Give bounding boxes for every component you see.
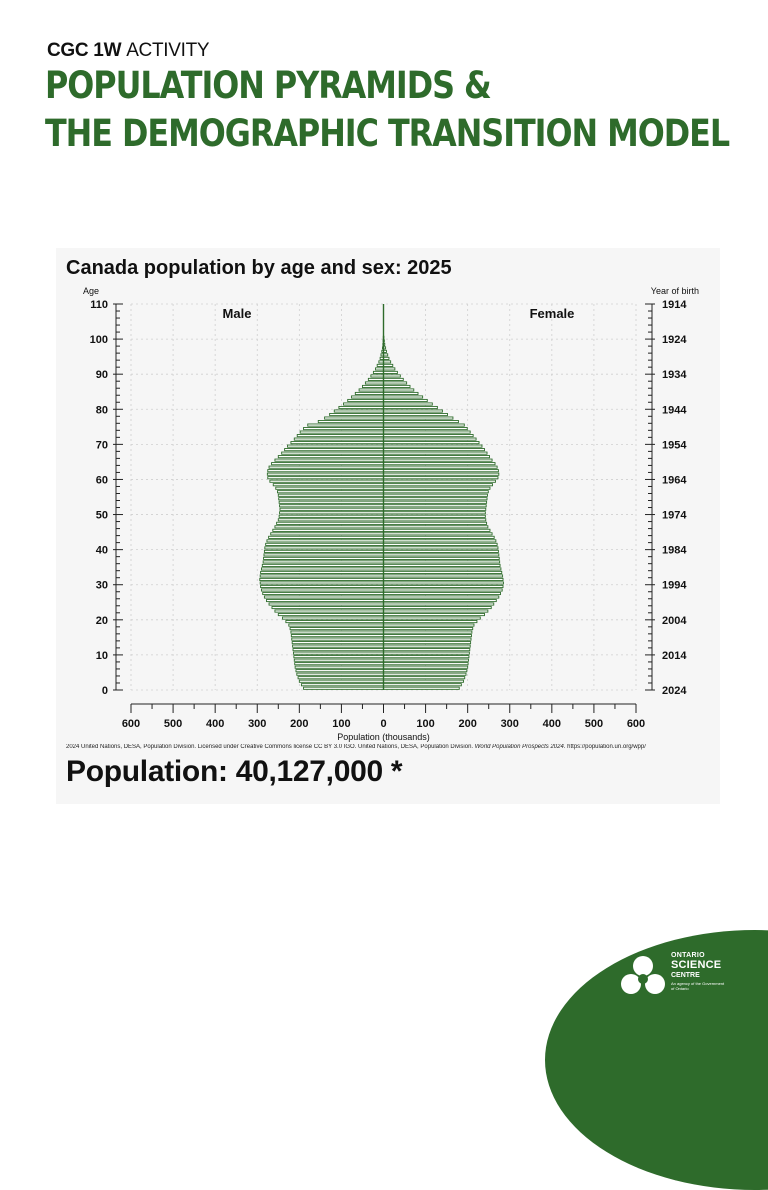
- bar-male: [277, 522, 384, 524]
- bar-male: [277, 491, 383, 493]
- bar-female: [384, 649, 470, 651]
- bar-male: [355, 392, 383, 394]
- bar-male: [261, 589, 383, 591]
- bar-male: [368, 378, 383, 380]
- bar-male: [294, 659, 383, 661]
- bar-female: [384, 561, 500, 563]
- bar-female: [384, 652, 470, 654]
- bar-male: [269, 536, 384, 538]
- activity-label: ACTIVITY: [126, 40, 209, 61]
- bar-female: [384, 375, 401, 377]
- bar-male: [270, 480, 384, 482]
- bar-female: [384, 568, 501, 570]
- bar-female: [384, 673, 466, 675]
- y-tick-label-left: 70: [96, 439, 108, 451]
- bar-male: [365, 382, 383, 384]
- bar-male: [292, 638, 384, 640]
- y-tick-label-left: 60: [96, 474, 108, 486]
- bar-male: [260, 582, 383, 584]
- bar-female: [384, 389, 414, 391]
- bar-male: [292, 642, 383, 644]
- y-axis-label-left: Age: [83, 286, 99, 296]
- bar-female: [384, 361, 391, 363]
- bar-female: [384, 540, 496, 542]
- bar-male: [289, 624, 384, 626]
- bar-male: [272, 606, 384, 608]
- x-tick-label: 100: [416, 718, 434, 730]
- bar-female: [384, 547, 498, 549]
- course-code: CGC 1W: [47, 40, 121, 61]
- y-tick-label-left: 100: [90, 334, 108, 346]
- bar-female: [384, 449, 485, 451]
- y-tick-label-right: 2004: [662, 615, 687, 627]
- bar-male: [291, 442, 384, 444]
- bar-female: [384, 684, 462, 686]
- bar-female: [384, 456, 490, 458]
- bar-male: [362, 385, 383, 387]
- bar-male: [330, 413, 384, 415]
- bar-male: [291, 631, 384, 633]
- bar-female: [384, 628, 473, 630]
- bar-female: [384, 522, 487, 524]
- bar-female: [384, 410, 443, 412]
- bar-female: [384, 554, 499, 556]
- bar-male: [275, 610, 384, 612]
- bar-female: [384, 498, 488, 500]
- bar-male: [299, 680, 383, 682]
- bar-male: [279, 501, 383, 503]
- bar-male: [267, 473, 383, 475]
- bar-female: [384, 463, 496, 465]
- bar-female: [384, 445, 482, 447]
- y-tick-label-left: 50: [96, 510, 108, 522]
- bar-male: [297, 435, 383, 437]
- bar-male: [269, 466, 383, 468]
- bar-male: [288, 445, 384, 447]
- bar-female: [384, 459, 493, 461]
- bar-male: [295, 666, 383, 668]
- bar-female: [384, 529, 490, 531]
- bar-female: [384, 536, 495, 538]
- y-tick-label-left: 90: [96, 369, 108, 381]
- bar-male: [300, 431, 383, 433]
- bar-male: [261, 585, 384, 587]
- x-tick-label: 400: [206, 718, 224, 730]
- bar-male: [283, 617, 384, 619]
- bar-female: [384, 357, 389, 359]
- bar-female: [384, 466, 498, 468]
- osc-tagline: An agency of the Government of Ontario: [671, 981, 727, 991]
- y-tick-label-left: 80: [96, 404, 108, 416]
- bar-male: [279, 498, 384, 500]
- bar-male: [373, 371, 383, 373]
- bar-male: [273, 484, 383, 486]
- x-tick-label: 600: [122, 718, 140, 730]
- bar-female: [384, 575, 503, 577]
- bar-male: [264, 596, 383, 598]
- bar-female: [384, 571, 502, 573]
- series-label-female: Female: [530, 306, 575, 321]
- bar-male: [261, 571, 384, 573]
- bar-female: [384, 582, 504, 584]
- bar-male: [301, 684, 383, 686]
- bar-male: [260, 578, 384, 580]
- x-tick-label: 400: [543, 718, 561, 730]
- bar-female: [384, 631, 472, 633]
- bar-male: [264, 554, 384, 556]
- bar-female: [384, 617, 481, 619]
- osc-line-3: CENTRE: [671, 972, 727, 979]
- bar-female: [384, 592, 501, 594]
- bar-male: [293, 645, 384, 647]
- bar-male: [293, 649, 383, 651]
- bar-female: [384, 550, 499, 552]
- bar-male: [279, 515, 383, 517]
- bar-male: [269, 603, 383, 605]
- bar-female: [384, 564, 501, 566]
- bar-female: [384, 371, 398, 373]
- bar-male: [261, 568, 383, 570]
- bar-male: [291, 635, 383, 637]
- bar-female: [384, 610, 488, 612]
- bar-female: [384, 438, 477, 440]
- bar-female: [384, 645, 471, 647]
- osc-logo-icon: [618, 952, 668, 998]
- bar-female: [384, 399, 428, 401]
- bar-male: [308, 424, 384, 426]
- bar-female: [384, 663, 469, 665]
- bar-male: [280, 512, 384, 514]
- bar-male: [359, 389, 383, 391]
- y-tick-label-left: 30: [96, 580, 108, 592]
- bar-female: [384, 494, 488, 496]
- bar-male: [304, 687, 384, 689]
- y-tick-label-right: 1914: [662, 299, 687, 311]
- x-tick-label: 200: [290, 718, 308, 730]
- bar-male: [297, 673, 384, 675]
- bar-male: [278, 613, 383, 615]
- bar-female: [384, 368, 395, 370]
- bar-female: [384, 603, 494, 605]
- bar-male: [334, 410, 383, 412]
- x-tick-label: 200: [458, 718, 476, 730]
- bar-female: [384, 515, 486, 517]
- bar-female: [384, 396, 423, 398]
- bar-female: [384, 364, 393, 366]
- bar-female: [384, 635, 472, 637]
- total-population: Population: 40,127,000 *: [66, 755, 402, 789]
- y-tick-label-left: 20: [96, 615, 108, 627]
- bar-male: [268, 470, 384, 472]
- bar-female: [384, 431, 471, 433]
- bar-male: [268, 477, 384, 479]
- bar-female: [384, 659, 469, 661]
- y-tick-label-right: 1924: [662, 334, 687, 346]
- bar-male: [275, 459, 384, 461]
- bar-male: [318, 420, 383, 422]
- bar-female: [384, 484, 493, 486]
- y-tick-label-right: 2024: [662, 685, 687, 697]
- bar-female: [384, 501, 487, 503]
- bar-female: [384, 470, 499, 472]
- bar-male: [294, 656, 384, 658]
- bar-female: [384, 620, 477, 622]
- y-tick-label-right: 1954: [662, 439, 687, 451]
- bar-female: [384, 406, 438, 408]
- bar-male: [280, 508, 384, 510]
- bar-male: [265, 547, 384, 549]
- bar-female: [384, 589, 503, 591]
- bar-female: [384, 526, 488, 528]
- bar-female: [384, 452, 488, 454]
- bar-male: [296, 670, 384, 672]
- bar-male: [286, 620, 384, 622]
- bar-male: [294, 438, 383, 440]
- y-tick-label-right: 1984: [662, 545, 687, 557]
- bar-female: [384, 585, 504, 587]
- bar-female: [384, 442, 480, 444]
- bar-male: [266, 543, 384, 545]
- osc-wordmark: [671, 952, 727, 991]
- source-main: 2024 United Nations, DESA, Population Division. Licensed under Creative Commons license CC BY 3.0 IGO. United Nations, DESA, Population Division.: [66, 744, 473, 750]
- bar-female: [384, 666, 468, 668]
- bar-male: [278, 456, 383, 458]
- bar-female: [384, 680, 464, 682]
- bar-male: [260, 575, 383, 577]
- chart-title: Canada population by age and sex: 2025: [66, 257, 452, 280]
- y-tick-label-right: 2014: [662, 650, 687, 662]
- bar-male: [344, 403, 384, 405]
- bar-female: [384, 687, 460, 689]
- x-tick-label: 500: [164, 718, 182, 730]
- bar-male: [280, 505, 384, 507]
- bar-male: [263, 592, 384, 594]
- bar-female: [384, 677, 465, 679]
- bar-male: [348, 399, 384, 401]
- y-tick-label-left: 10: [96, 650, 108, 662]
- bar-female: [384, 596, 499, 598]
- bar-male: [371, 375, 384, 377]
- y-axis-label-right: Year of birth: [651, 286, 699, 296]
- bar-male: [304, 427, 384, 429]
- bar-female: [384, 385, 411, 387]
- bar-male: [267, 540, 384, 542]
- bar-female: [384, 487, 490, 489]
- bar-male: [272, 463, 384, 465]
- source-italic: World Population Prospects 2024.: [475, 744, 566, 750]
- bar-female: [384, 417, 453, 419]
- x-tick-label: 300: [248, 718, 266, 730]
- bar-female: [384, 427, 468, 429]
- bar-female: [384, 599, 497, 601]
- bar-male: [352, 396, 384, 398]
- bar-female: [384, 378, 404, 380]
- x-tick-label: 600: [627, 718, 645, 730]
- bar-male: [271, 533, 384, 535]
- bar-male: [278, 519, 383, 521]
- bar-female: [384, 656, 469, 658]
- page-title-line-1: POPULATION PYRAMIDS &: [45, 66, 491, 106]
- y-tick-label-left: 110: [90, 299, 108, 311]
- bar-female: [384, 473, 499, 475]
- bar-female: [384, 420, 459, 422]
- bar-male: [325, 417, 384, 419]
- bar-female: [384, 491, 489, 493]
- bar-male: [278, 494, 383, 496]
- bar-female: [384, 670, 467, 672]
- bar-female: [384, 512, 486, 514]
- x-tick-label: 500: [585, 718, 603, 730]
- bar-female: [384, 413, 448, 415]
- bar-male: [295, 663, 384, 665]
- series-label-male: Male: [223, 306, 252, 321]
- bar-male: [290, 628, 383, 630]
- bar-male: [339, 406, 384, 408]
- bar-male: [298, 677, 383, 679]
- bar-female: [384, 480, 496, 482]
- bar-female: [384, 477, 498, 479]
- bar-female: [384, 403, 433, 405]
- bar-female: [384, 533, 493, 535]
- source-url: https://population.un.org/wpp/: [567, 744, 646, 750]
- y-tick-label-right: 1934: [662, 369, 687, 381]
- y-tick-label-right: 1944: [662, 404, 687, 416]
- y-tick-label-right: 1994: [662, 580, 687, 592]
- osc-line-1: ONTARIO: [671, 952, 727, 959]
- bar-male: [263, 561, 383, 563]
- bar-male: [293, 652, 383, 654]
- bar-female: [384, 519, 486, 521]
- bar-female: [384, 578, 504, 580]
- bar-female: [384, 505, 487, 507]
- x-tick-label: 100: [332, 718, 350, 730]
- bar-female: [384, 638, 472, 640]
- bar-male: [273, 529, 384, 531]
- bar-male: [262, 564, 383, 566]
- bar-female: [384, 606, 492, 608]
- y-tick-label-right: 1974: [662, 510, 687, 522]
- bar-female: [384, 508, 486, 510]
- bar-female: [384, 624, 474, 626]
- bar-female: [384, 543, 498, 545]
- bar-female: [384, 642, 471, 644]
- bar-male: [282, 452, 384, 454]
- bar-female: [384, 382, 407, 384]
- bar-female: [384, 392, 419, 394]
- x-axis-label: Population (thousands): [337, 732, 430, 742]
- osc-line-2: SCIENCE: [671, 960, 727, 971]
- bar-male: [267, 599, 384, 601]
- x-tick-label: 0: [380, 718, 386, 730]
- bar-female: [384, 613, 485, 615]
- x-tick-label: 300: [501, 718, 519, 730]
- source-note: [66, 744, 716, 750]
- y-tick-label-left: 40: [96, 545, 108, 557]
- bar-male: [285, 449, 384, 451]
- bar-male: [377, 364, 383, 366]
- y-tick-label-left: 0: [102, 685, 108, 697]
- bar-male: [276, 487, 384, 489]
- page-title-line-2: THE DEMOGRAPHIC TRANSITION MODEL: [45, 114, 729, 154]
- bar-male: [376, 368, 384, 370]
- bar-female: [384, 435, 474, 437]
- y-tick-label-right: 1964: [662, 474, 687, 486]
- bar-male: [264, 550, 383, 552]
- bar-female: [384, 424, 465, 426]
- bar-female: [384, 557, 500, 559]
- bar-male: [275, 526, 384, 528]
- bar-male: [264, 557, 384, 559]
